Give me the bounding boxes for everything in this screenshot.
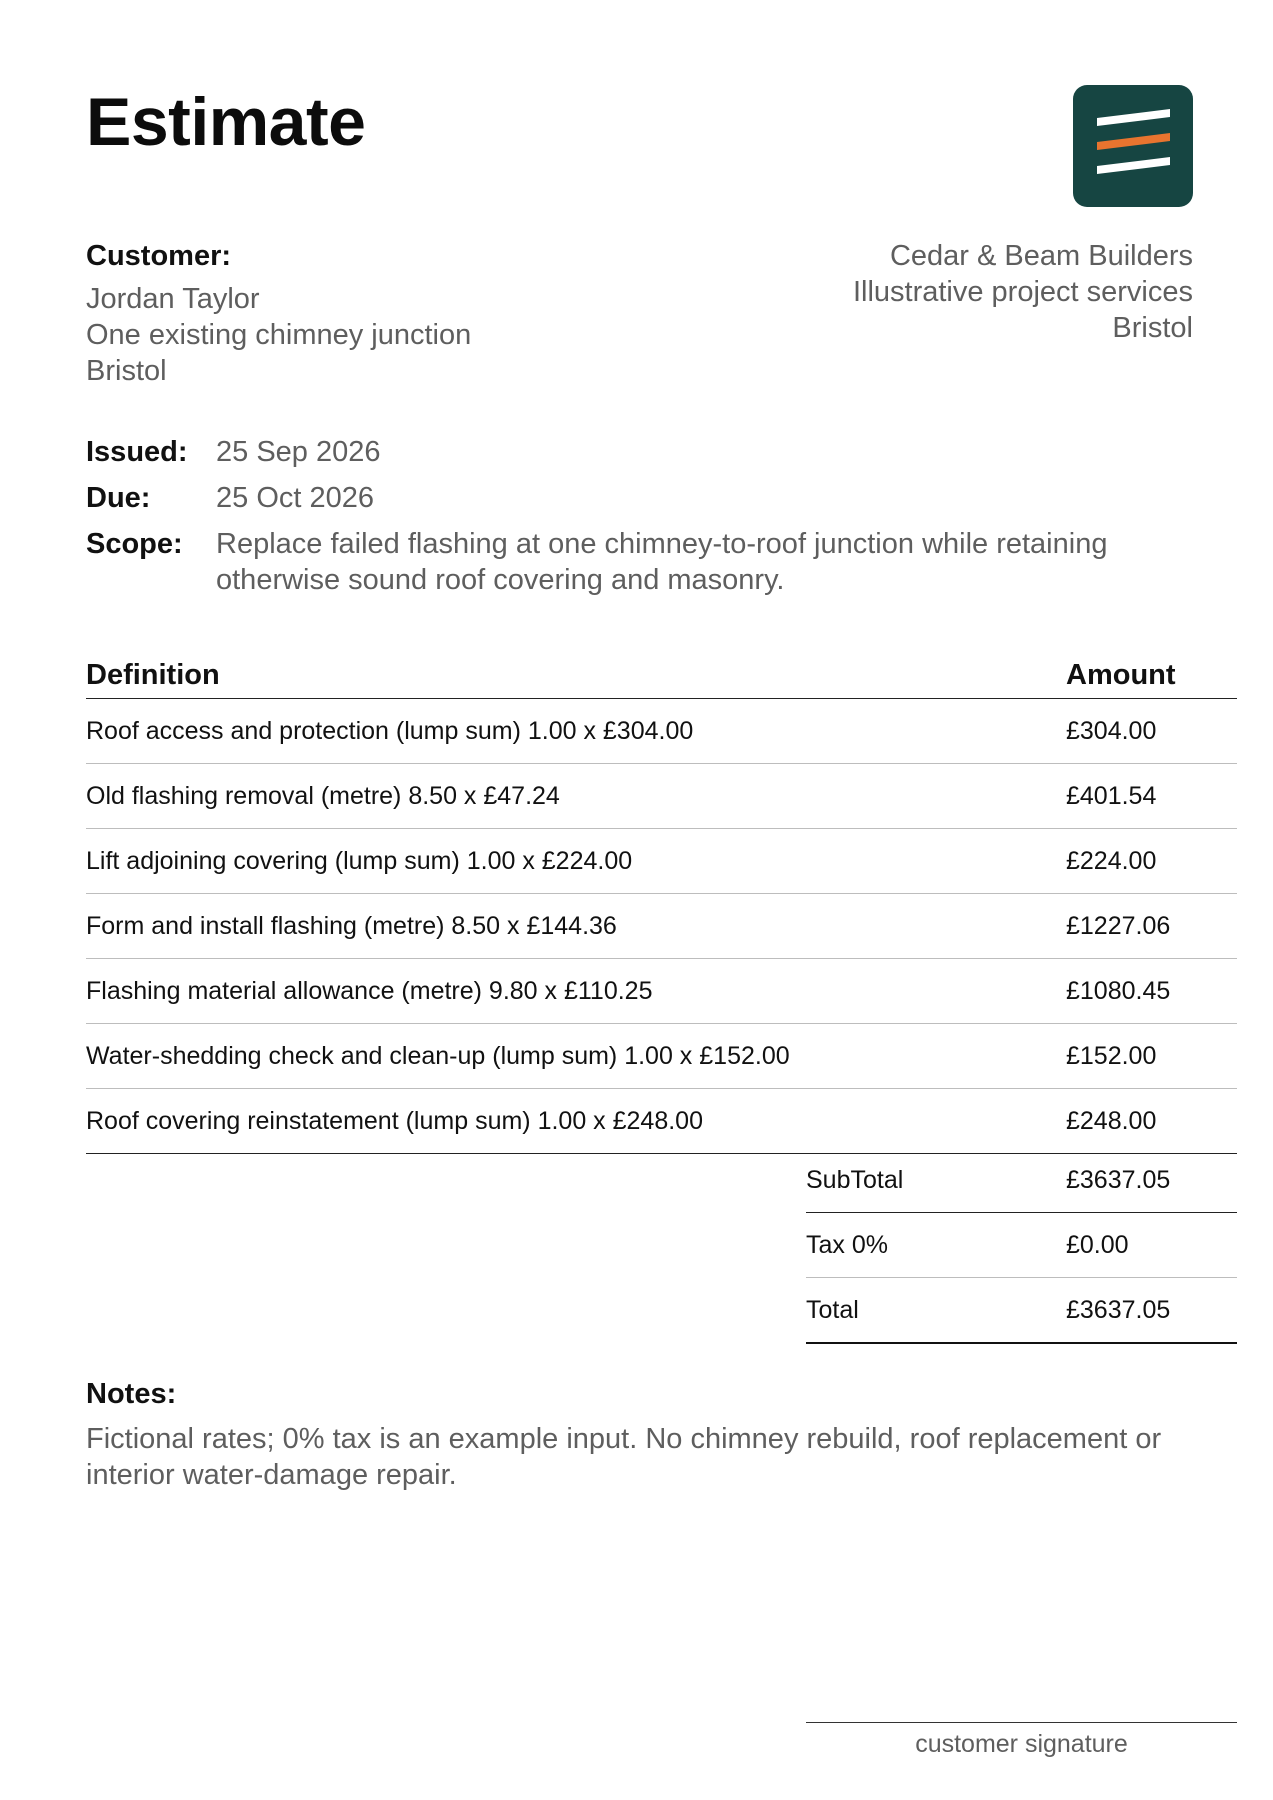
scope-label: Scope:: [86, 528, 183, 560]
row-definition: Flashing material allowance (metre) 9.80 x £110.25: [86, 976, 653, 1005]
row-amount: £224.00: [1066, 846, 1157, 875]
vendor-tagline: Illustrative project services: [852, 276, 1193, 308]
table-row: [86, 764, 1237, 829]
subtotal-row: [806, 1148, 1237, 1213]
company-logo-icon: [1073, 85, 1193, 207]
row-amount: £1080.45: [1066, 976, 1171, 1005]
customer-project: One existing chimney junction: [86, 319, 472, 351]
total-label: Total: [806, 1295, 859, 1324]
estimate-meta: [86, 434, 1196, 608]
row-definition: Form and install flashing (metre) 8.50 x £144.36: [86, 911, 617, 940]
signature-line[interactable]: [806, 1722, 1237, 1723]
row-amount: £401.54: [1066, 781, 1157, 810]
row-definition: Roof covering reinstatement (lump sum) 1.00 x £248.00: [86, 1106, 703, 1135]
header-definition: Definition: [86, 658, 220, 691]
notes-label: Notes:: [86, 1378, 177, 1410]
vendor-city: Bristol: [1112, 312, 1193, 344]
tax-label: Tax 0%: [806, 1230, 888, 1259]
tax-value: £0.00: [1066, 1230, 1129, 1259]
table-row: [86, 959, 1237, 1024]
line-items-table: [86, 652, 1237, 1154]
row-definition: Lift adjoining covering (lump sum) 1.00 x £224.00: [86, 846, 633, 875]
customer-city: Bristol: [86, 355, 167, 387]
table-row: [86, 894, 1237, 959]
subtotal-value: £3637.05: [1066, 1165, 1171, 1194]
row-amount: £304.00: [1066, 716, 1157, 745]
row-definition: Water-shedding check and clean-up (lump sum) 1.00 x £152.00: [86, 1041, 790, 1070]
table-header: [86, 652, 1237, 699]
tax-row: [806, 1213, 1237, 1278]
subtotal-label: SubTotal: [806, 1165, 904, 1194]
totals-block: [806, 1148, 1237, 1344]
table-row: [86, 1089, 1237, 1154]
row-definition: Old flashing removal (metre) 8.50 x £47.24: [86, 781, 560, 810]
due-row: [86, 480, 1196, 516]
vendor-block: [853, 238, 1193, 346]
total-value: £3637.05: [1066, 1295, 1171, 1324]
table-row: [86, 1024, 1237, 1089]
notes-text: Fictional rates; 0% tax is an example input. No chimney rebuild, roof replacement or interior water-damage repair.: [86, 1423, 1162, 1491]
due-label: Due:: [86, 482, 151, 514]
scope-value: Replace failed flashing at one chimney-to-roof junction while retaining otherwise sound roof covering and masonry.: [216, 528, 1108, 596]
scope-row: [86, 526, 1196, 598]
issued-row: [86, 434, 1196, 470]
customer-label: Customer:: [86, 240, 232, 272]
total-row: [806, 1278, 1237, 1344]
row-amount: £1227.06: [1066, 911, 1171, 940]
table-row: [86, 699, 1237, 764]
document-title: Estimate: [86, 84, 366, 160]
due-value: 25 Oct 2026: [216, 482, 374, 514]
row-amount: £152.00: [1066, 1041, 1157, 1070]
signature-label: customer signature: [915, 1730, 1128, 1758]
row-amount: £248.00: [1066, 1106, 1157, 1135]
customer-name: Jordan Taylor: [86, 283, 260, 315]
notes-block: [86, 1378, 1236, 1493]
customer-block: [86, 240, 471, 389]
table-row: [86, 829, 1237, 894]
header-amount: Amount: [1066, 658, 1176, 691]
issued-label: Issued:: [86, 436, 188, 468]
issued-value: 25 Sep 2026: [216, 436, 381, 468]
vendor-name: Cedar & Beam Builders: [889, 240, 1193, 272]
row-definition: Roof access and protection (lump sum) 1.00 x £304.00: [86, 716, 694, 745]
